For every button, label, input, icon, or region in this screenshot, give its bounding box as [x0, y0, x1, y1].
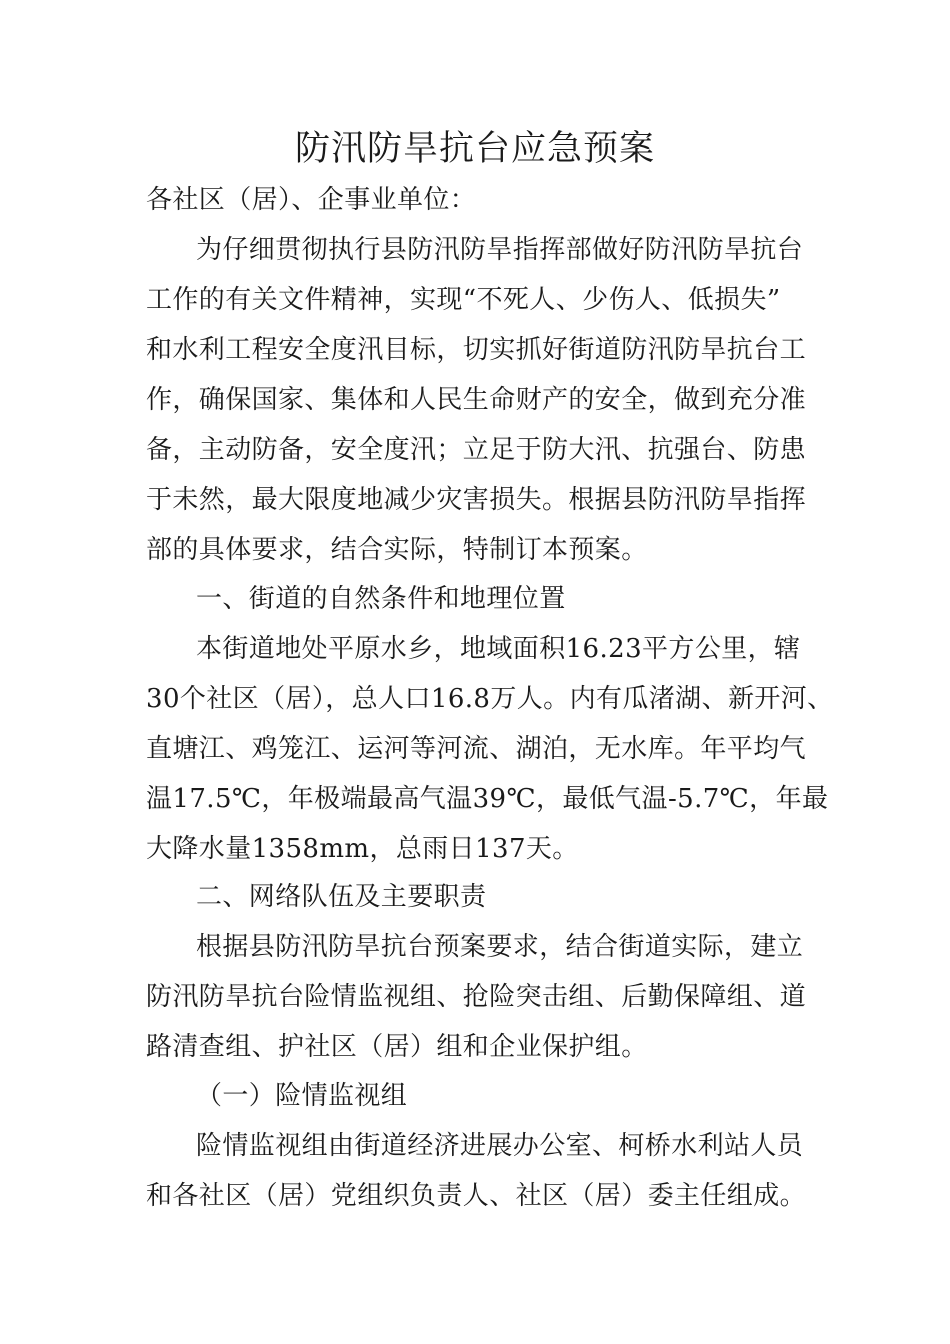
- salutation: 各社区（居）、企事业单位：: [146, 185, 477, 215]
- paragraph-line: 30个社区（居），总人口16.8万人。内有瓜渚湖、新开河、: [146, 684, 834, 714]
- paragraph-line: 工作的有关文件精神，实现“不死人、少伤人、低损失”: [146, 285, 781, 315]
- section-heading: 二、网络队伍及主要职责: [196, 882, 487, 912]
- paragraph-line: 本街道地处平原水乡，地域面积16.23平方公里，辖: [196, 634, 801, 664]
- paragraph-line: 直塘江、鸡笼江、运河等河流、湖泊，无水库。年平均气: [146, 734, 807, 764]
- paragraph-line: 根据县防汛防旱抗台预案要求，结合街道实际，建立: [196, 932, 804, 962]
- subsection-heading: （一）险情监视组: [196, 1081, 408, 1111]
- paragraph-line: 险情监视组由街道经济进展办公室、柯桥水利站人员: [196, 1131, 804, 1161]
- paragraph-line: 大降水量1358mm，总雨日137天。: [146, 834, 579, 864]
- paragraph-line: 温17.5℃，年极端最高气温39℃，最低气温-5.7℃，年最: [146, 784, 829, 814]
- paragraph-line: 和各社区（居）党组织负责人、社区（居）委主任组成。: [146, 1181, 807, 1211]
- document-title: 防汛防旱抗台应急预案: [294, 129, 655, 169]
- paragraph-line: 防汛防旱抗台险情监视组、抢险突击组、后勤保障组、道: [146, 982, 807, 1012]
- paragraph-line: 和水利工程安全度汛目标，切实抓好街道防汛防旱抗台工: [146, 335, 807, 365]
- paragraph-line: 部的具体要求，结合实际，特制订本预案。: [146, 535, 648, 565]
- paragraph-line: 作，确保国家、集体和人民生命财产的安全，做到充分准: [146, 385, 807, 415]
- section-heading: 一、街道的自然条件和地理位置: [196, 584, 566, 614]
- paragraph-line: 为仔细贯彻执行县防汛防旱指挥部做好防汛防旱抗台: [196, 235, 804, 265]
- paragraph-line: 备，主动防备，安全度汛；立足于防大汛、抗强台、防患: [146, 435, 807, 465]
- paragraph-line: 路清查组、护社区（居）组和企业保护组。: [146, 1032, 648, 1062]
- paragraph-line: 于未然，最大限度地减少灾害损失。根据县防汛防旱指挥: [146, 485, 807, 515]
